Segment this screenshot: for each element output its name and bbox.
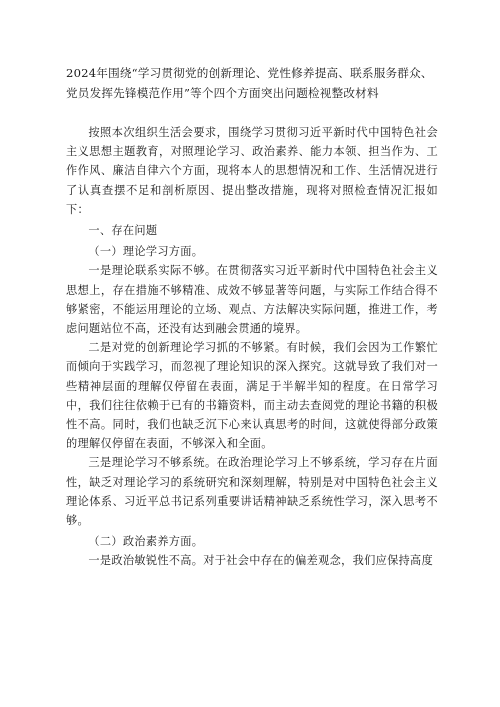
paragraph-theory-point-3: 三是理论学习不够系统。在政治理论学习上不够系统，学习存在片面性，缺乏对理论学习的系统研究和深刻理解，特别是对中国特色社会主义理论体系、习近平总书记系列重要讲话精神缺乏系统性学习，深入思考不够。	[66, 456, 438, 528]
subsection-heading-theory-study: （一）理论学习方面。	[88, 245, 204, 259]
subsection-heading-political-literacy: （二）政治素养方面。	[88, 535, 204, 549]
document-title-line-2: 党员发挥先锋模范作用”等个四个方面突出问题检视整改材料	[66, 86, 379, 100]
paragraph-political-point-1: 一是政治敏锐性不高。对于社会中存在的偏差观念，我们应保持高度	[88, 554, 434, 568]
document-body	[66, 123, 438, 571]
section-heading-problems: 一、存在问题	[88, 224, 158, 238]
intro-paragraph: 按照本次组织生活会要求，围绕学习贯彻习近平新时代中国特色社会主义思想主题教育，对照理论学习、政治素养、能力本领、担当作为、工作作风、廉洁自律六个方面，现将本人的思想情况和工作、生活情况进行了认真查摆不足和剖析原因、提出整改措施，现将对照检查情况汇报如下：	[66, 126, 438, 216]
paragraph-theory-point-1: 一是理论联系实际不够。在贯彻落实习近平新时代中国特色社会主义思想上，存在措施不够精准、成效不够显著等问题，与实际工作结合得不够紧密，不能运用理论的立场、观点、方法解决实际问题，推进工作，考虑问题站位不高，还没有达到融会贯通的境界。	[66, 264, 438, 336]
paragraph-theory-point-2: 二是对党的创新理论学习抓的不够紧。有时候，我们会因为工作繁忙而倾向于实践学习，而忽视了理论知识的深入探究。这就导致了我们对一些精神层面的理解仅停留在表面，满足于半解半知的程度。在日常学习中，我们往往依赖于已有的书籍资料，而主动去查阅党的理论书籍的积极性不高。同时，我们也缺乏沉下心来认真思考的时间，这就使得部分政策的理解仅停留在表面，不够深入和全面。	[66, 341, 438, 451]
document-title-line-1: 2024年围绕“学习贯彻党的创新理论、党性修养提高、联系服务群众、	[66, 66, 433, 80]
